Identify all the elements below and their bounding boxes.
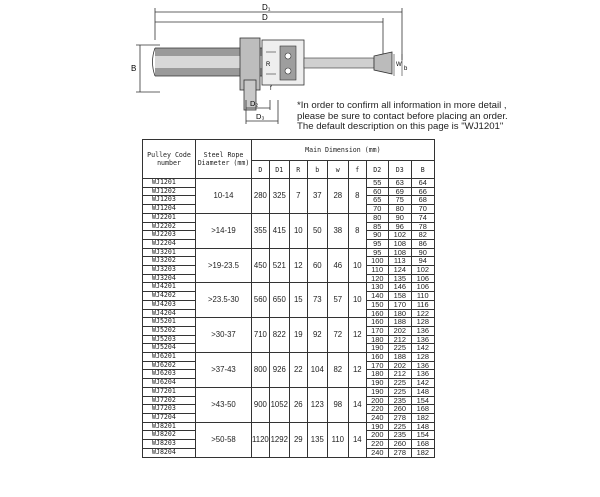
pulley-code-cell: WJ2204: [143, 239, 196, 248]
dim-sub-cell: 108: [388, 248, 411, 257]
dim-b-cell: 60: [307, 248, 327, 283]
dim-sub-cell: 113: [388, 257, 411, 266]
label-d3: D₃: [256, 112, 265, 121]
header-b-col: B: [411, 161, 434, 179]
pulley-code-cell: WJ2202: [143, 222, 196, 231]
dim-r-cell: 26: [289, 387, 307, 422]
pulley-code-cell: WJ1204: [143, 205, 196, 214]
dim-sub-cell: 148: [411, 387, 434, 396]
table-row: [143, 213, 435, 222]
dim-sub-cell: 200: [366, 431, 388, 440]
dim-sub-cell: 188: [388, 318, 411, 327]
dim-d-cell: 280: [252, 179, 270, 214]
pulley-code-cell: WJ3201: [143, 248, 196, 257]
dim-w-cell: 98: [327, 387, 348, 422]
dim-sub-cell: 100: [366, 257, 388, 266]
dim-w-cell: 57: [327, 283, 348, 318]
dim-sub-cell: 142: [411, 344, 434, 353]
dim-d1-cell: 521: [269, 248, 289, 283]
dim-f-cell: 8: [348, 213, 366, 248]
dim-sub-cell: 170: [366, 361, 388, 370]
dim-sub-cell: 136: [411, 326, 434, 335]
dim-sub-cell: 55: [366, 179, 388, 188]
dim-sub-cell: 182: [411, 413, 434, 422]
dim-sub-cell: 235: [388, 431, 411, 440]
dim-d1-cell: 415: [269, 213, 289, 248]
dim-sub-cell: 180: [366, 370, 388, 379]
dim-sub-cell: 260: [388, 405, 411, 414]
dim-f-cell: 12: [348, 318, 366, 353]
dim-sub-cell: 168: [411, 440, 434, 449]
dim-sub-cell: 96: [388, 222, 411, 231]
table-row: [143, 318, 435, 327]
dim-d-cell: 1120: [252, 422, 270, 457]
dim-w-cell: 38: [327, 213, 348, 248]
pulley-code-cell: WJ5202: [143, 326, 196, 335]
rope-diameter-cell: >37-43: [196, 353, 252, 388]
dim-sub-cell: 110: [366, 266, 388, 275]
dim-sub-cell: 180: [388, 309, 411, 318]
dim-sub-cell: 136: [411, 335, 434, 344]
dim-sub-cell: 102: [411, 266, 434, 275]
dim-w-cell: 110: [327, 422, 348, 457]
pulley-code-cell: WJ6202: [143, 361, 196, 370]
dim-b-cell: 73: [307, 283, 327, 318]
dim-sub-cell: 190: [366, 422, 388, 431]
pulley-code-cell: WJ8204: [143, 448, 196, 457]
dim-sub-cell: 154: [411, 431, 434, 440]
dim-r-cell: 12: [289, 248, 307, 283]
pulley-code-cell: WJ7204: [143, 413, 196, 422]
dim-sub-cell: 190: [366, 344, 388, 353]
header-d3: D3: [388, 161, 411, 179]
dim-sub-cell: 90: [366, 231, 388, 240]
dim-sub-cell: 158: [388, 292, 411, 301]
dim-f-cell: 10: [348, 248, 366, 283]
dim-sub-cell: 122: [411, 309, 434, 318]
dim-r-cell: 10: [289, 213, 307, 248]
dim-sub-cell: 90: [411, 248, 434, 257]
dim-r-cell: 7: [289, 179, 307, 214]
dim-d1-cell: 822: [269, 318, 289, 353]
header-pulley-code: Pulley Code number: [143, 140, 196, 179]
label-w: W: [396, 62, 402, 68]
label-f: f: [270, 86, 272, 92]
header-w: w: [327, 161, 348, 179]
dim-d-cell: 560: [252, 283, 270, 318]
dim-d-cell: 355: [252, 213, 270, 248]
dim-sub-cell: 128: [411, 318, 434, 327]
pulley-code-cell: WJ3202: [143, 257, 196, 266]
dim-f-cell: 10: [348, 283, 366, 318]
dim-d-cell: 900: [252, 387, 270, 422]
dim-sub-cell: 69: [388, 187, 411, 196]
pulley-code-cell: WJ3203: [143, 266, 196, 275]
rope-diameter-cell: >19-23.5: [196, 248, 252, 283]
dim-d1-cell: 650: [269, 283, 289, 318]
dim-sub-cell: 160: [366, 318, 388, 327]
dim-sub-cell: 188: [388, 353, 411, 362]
note-line: please be sure to contact before placing an order.: [297, 110, 508, 122]
label-b-small: b: [404, 66, 408, 72]
dim-d1-cell: 1052: [269, 387, 289, 422]
pulley-code-cell: WJ6203: [143, 370, 196, 379]
dim-sub-cell: 170: [366, 326, 388, 335]
rope-diameter-cell: 10-14: [196, 179, 252, 214]
dim-sub-cell: 68: [411, 196, 434, 205]
dim-sub-cell: 200: [366, 396, 388, 405]
dim-sub-cell: 70: [411, 205, 434, 214]
pulley-code-cell: WJ1201: [143, 179, 196, 188]
dim-b-cell: 123: [307, 387, 327, 422]
pulley-code-cell: WJ6204: [143, 379, 196, 388]
dim-sub-cell: 212: [388, 370, 411, 379]
dim-sub-cell: 128: [411, 353, 434, 362]
header-f: f: [348, 161, 366, 179]
dim-sub-cell: 202: [388, 361, 411, 370]
dim-sub-cell: 142: [411, 379, 434, 388]
dim-sub-cell: 130: [366, 283, 388, 292]
table-row: [143, 422, 435, 431]
header-steel-rope: Steel Rope Diameter (mm): [196, 140, 252, 179]
dim-sub-cell: 168: [411, 405, 434, 414]
pulley-code-cell: WJ6201: [143, 353, 196, 362]
pulley-code-cell: WJ8203: [143, 440, 196, 449]
dim-sub-cell: 240: [366, 448, 388, 457]
dim-sub-cell: 75: [388, 196, 411, 205]
dim-sub-cell: 190: [366, 387, 388, 396]
dim-sub-cell: 202: [388, 326, 411, 335]
dim-sub-cell: 170: [388, 300, 411, 309]
pulley-code-cell: WJ8201: [143, 422, 196, 431]
rope-diameter-cell: >14-19: [196, 213, 252, 248]
dim-sub-cell: 85: [366, 222, 388, 231]
pulley-code-cell: WJ4204: [143, 309, 196, 318]
dim-sub-cell: 86: [411, 239, 434, 248]
dim-sub-cell: 120: [366, 274, 388, 283]
pulley-code-cell: WJ4203: [143, 300, 196, 309]
dim-sub-cell: 80: [366, 213, 388, 222]
dim-sub-cell: 110: [411, 292, 434, 301]
table-row: [143, 283, 435, 292]
pulley-code-cell: WJ7203: [143, 405, 196, 414]
dim-sub-cell: 80: [388, 205, 411, 214]
dim-sub-cell: 60: [366, 187, 388, 196]
dim-d-cell: 800: [252, 353, 270, 388]
dim-sub-cell: 70: [366, 205, 388, 214]
dim-r-cell: 15: [289, 283, 307, 318]
header-d2: D2: [366, 161, 388, 179]
dim-sub-cell: 278: [388, 448, 411, 457]
dim-sub-cell: 136: [411, 361, 434, 370]
header-d: D: [252, 161, 270, 179]
pulley-code-cell: WJ2201: [143, 213, 196, 222]
dim-r-cell: 22: [289, 353, 307, 388]
dim-sub-cell: 150: [366, 300, 388, 309]
dim-sub-cell: 95: [366, 239, 388, 248]
dim-sub-cell: 106: [411, 274, 434, 283]
dim-sub-cell: 94: [411, 257, 434, 266]
dim-sub-cell: 78: [411, 222, 434, 231]
dim-sub-cell: 74: [411, 213, 434, 222]
table-row: [143, 179, 435, 188]
dim-sub-cell: 225: [388, 422, 411, 431]
dim-f-cell: 14: [348, 387, 366, 422]
pulley-code-cell: WJ7202: [143, 396, 196, 405]
dim-sub-cell: 65: [366, 196, 388, 205]
dim-b-cell: 104: [307, 353, 327, 388]
dim-r-cell: 29: [289, 422, 307, 457]
dim-d1-cell: 926: [269, 353, 289, 388]
pulley-code-cell: WJ7201: [143, 387, 196, 396]
note-line: The default description on this page is "WJ1201": [297, 121, 504, 132]
pulley-code-cell: WJ5204: [143, 344, 196, 353]
dim-sub-cell: 278: [388, 413, 411, 422]
pulley-code-cell: WJ8202: [143, 431, 196, 440]
dim-f-cell: 14: [348, 422, 366, 457]
dim-f-cell: 8: [348, 179, 366, 214]
dim-sub-cell: 148: [411, 422, 434, 431]
dim-w-cell: 72: [327, 318, 348, 353]
pulley-code-cell: WJ4202: [143, 292, 196, 301]
dim-sub-cell: 136: [411, 370, 434, 379]
pulley-code-cell: WJ5203: [143, 335, 196, 344]
rope-diameter-cell: >50-58: [196, 422, 252, 457]
dim-sub-cell: 212: [388, 335, 411, 344]
dim-sub-cell: 135: [388, 274, 411, 283]
dim-sub-cell: 260: [388, 440, 411, 449]
rope-diameter-cell: >30-37: [196, 318, 252, 353]
dim-sub-cell: 106: [411, 283, 434, 292]
dim-w-cell: 28: [327, 179, 348, 214]
dim-sub-cell: 82: [411, 231, 434, 240]
dim-sub-cell: 102: [388, 231, 411, 240]
dim-d1-cell: 325: [269, 179, 289, 214]
pulley-code-cell: WJ2203: [143, 231, 196, 240]
rope-diameter-cell: >23.5-30: [196, 283, 252, 318]
dim-d-cell: 710: [252, 318, 270, 353]
label-b: B: [131, 64, 137, 73]
table-row: [143, 387, 435, 396]
header-main-dimension: Main Dimension (mm): [252, 140, 435, 161]
dim-sub-cell: 182: [411, 448, 434, 457]
dim-sub-cell: 225: [388, 344, 411, 353]
dim-sub-cell: 235: [388, 396, 411, 405]
dim-sub-cell: 108: [388, 239, 411, 248]
dim-r-cell: 19: [289, 318, 307, 353]
header-d1: D1: [269, 161, 289, 179]
dim-sub-cell: 160: [366, 309, 388, 318]
pulley-code-cell: WJ1202: [143, 187, 196, 196]
dim-sub-cell: 180: [366, 335, 388, 344]
dim-d1-cell: 1292: [269, 422, 289, 457]
dim-sub-cell: 240: [366, 413, 388, 422]
order-note: [297, 101, 597, 133]
label-r: R: [266, 62, 271, 68]
dim-sub-cell: 146: [388, 283, 411, 292]
dim-sub-cell: 64: [411, 179, 434, 188]
note-line: *In order to confirm all information in more detail ,: [297, 100, 507, 111]
dim-sub-cell: 140: [366, 292, 388, 301]
dim-sub-cell: 95: [366, 248, 388, 257]
dim-f-cell: 12: [348, 353, 366, 388]
dim-b-cell: 50: [307, 213, 327, 248]
dim-sub-cell: 220: [366, 440, 388, 449]
dim-b-cell: 135: [307, 422, 327, 457]
dim-sub-cell: 66: [411, 187, 434, 196]
dim-sub-cell: 154: [411, 396, 434, 405]
header-b: b: [307, 161, 327, 179]
table-row: [143, 248, 435, 257]
pulley-code-cell: WJ4201: [143, 283, 196, 292]
dim-w-cell: 46: [327, 248, 348, 283]
dim-d-cell: 450: [252, 248, 270, 283]
pulley-code-cell: WJ1203: [143, 196, 196, 205]
dim-sub-cell: 225: [388, 379, 411, 388]
dim-sub-cell: 90: [388, 213, 411, 222]
dim-w-cell: 82: [327, 353, 348, 388]
dim-b-cell: 92: [307, 318, 327, 353]
dim-sub-cell: 116: [411, 300, 434, 309]
label-d: D: [262, 13, 268, 22]
pulley-code-cell: WJ3204: [143, 274, 196, 283]
label-d1: D₁: [262, 3, 271, 12]
pulley-code-cell: WJ5201: [143, 318, 196, 327]
dim-sub-cell: 225: [388, 387, 411, 396]
dim-sub-cell: 160: [366, 353, 388, 362]
pulley-spec-table: [142, 139, 435, 458]
dim-sub-cell: 124: [388, 266, 411, 275]
label-d2: D₂: [250, 99, 259, 108]
dim-sub-cell: 63: [388, 179, 411, 188]
rope-diameter-cell: >43-50: [196, 387, 252, 422]
header-r: R: [289, 161, 307, 179]
dim-sub-cell: 190: [366, 379, 388, 388]
dim-b-cell: 37: [307, 179, 327, 214]
table-row: [143, 353, 435, 362]
dim-sub-cell: 220: [366, 405, 388, 414]
